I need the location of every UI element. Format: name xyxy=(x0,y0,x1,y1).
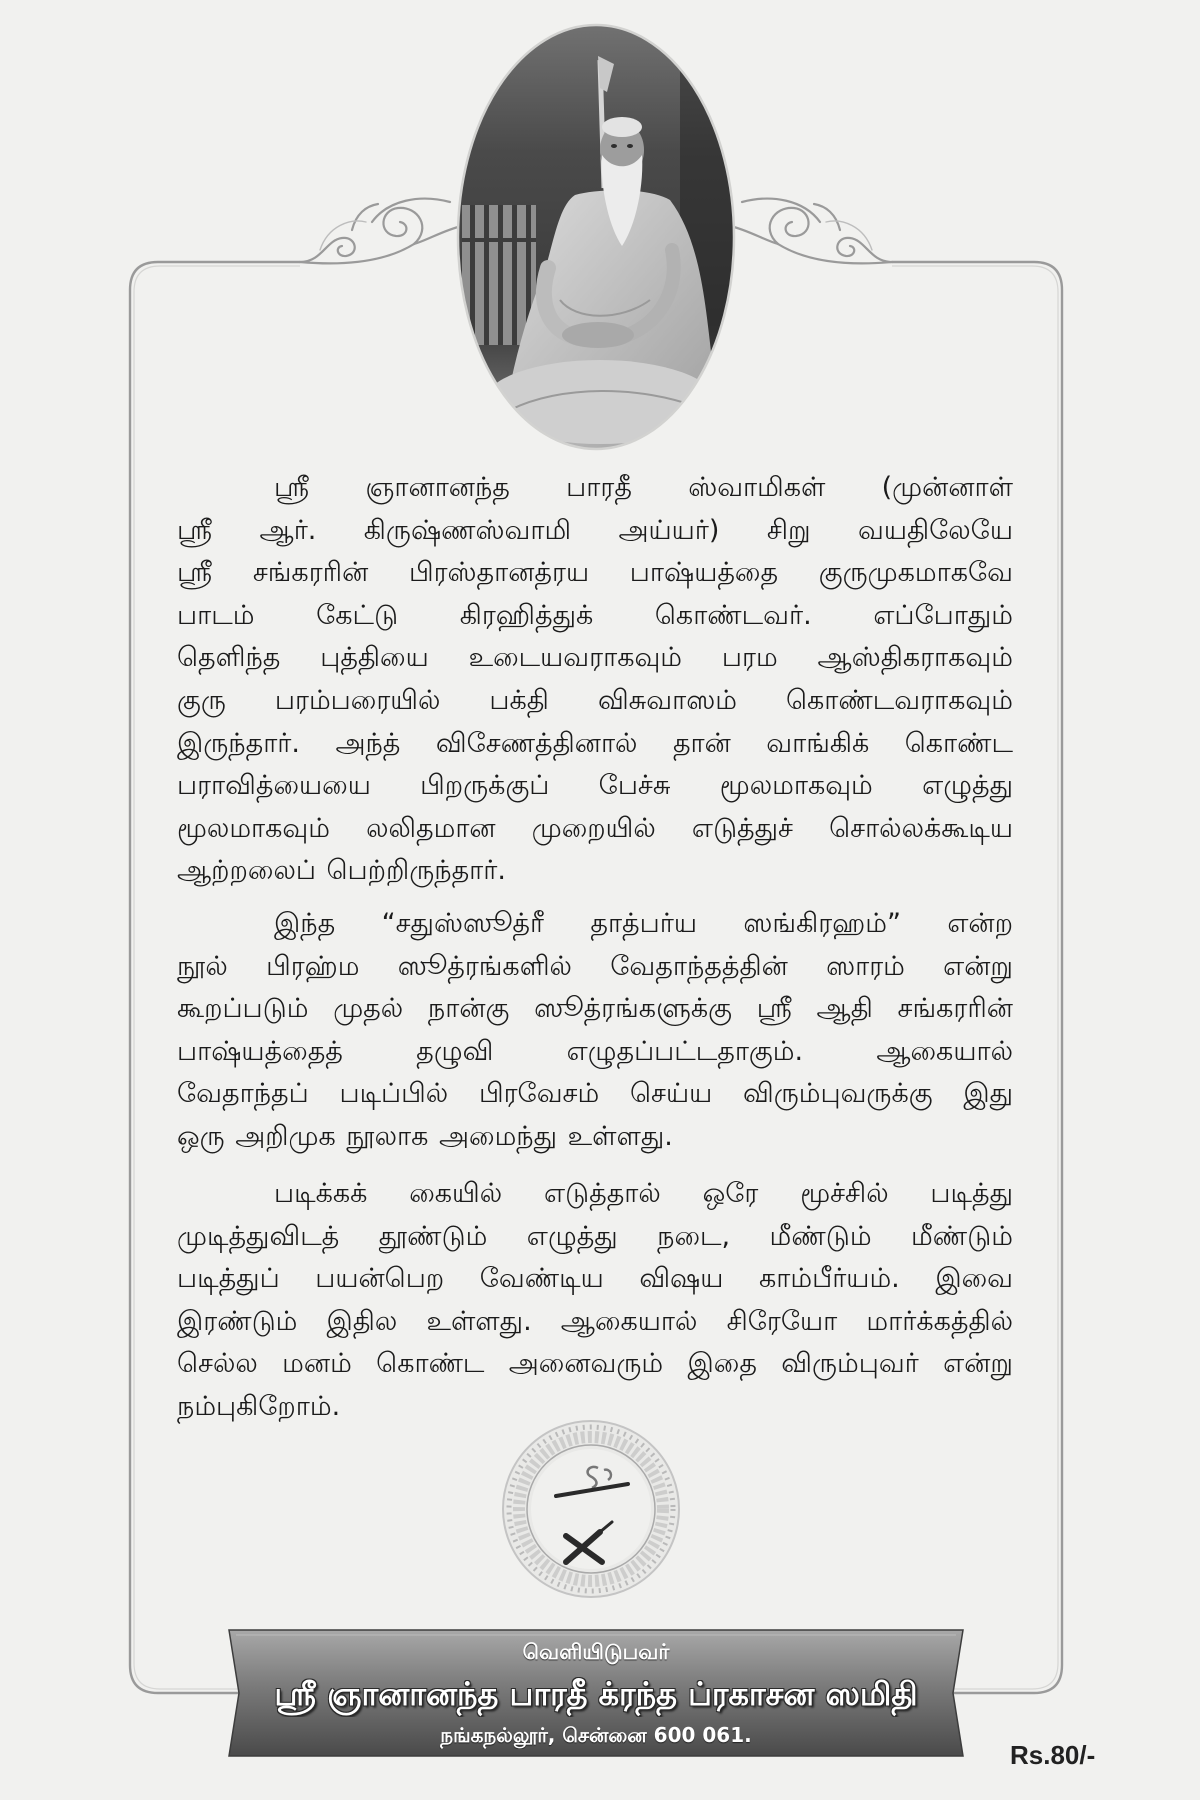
text-line: நூல் பிரஹ்ம ஸூத்ரங்களில் வேதாந்தத்தின் ஸாரம் என்று xyxy=(177,950,1013,982)
emblem-seal xyxy=(503,1421,679,1597)
text-line: செல்ல மனம் கொண்ட அனைவரும் இதை விரும்புவர் என்று xyxy=(177,1348,1013,1380)
text-line: முடித்துவிடத் தூண்டும் எழுத்து நடை, மீண்டும் மீண்டும் xyxy=(177,1220,1013,1252)
text-line: இருந்தார். அந்த் விசேணத்தினால் தான் வாங்கிக் கொண்ட xyxy=(177,727,1013,759)
ornament-right xyxy=(730,199,892,264)
publisher-name: ஸ்ரீ ஞானானந்த பாரதீ க்ரந்த ப்ரகாசன ஸமிதி xyxy=(274,1675,918,1713)
text-line: கூறப்படும் முதல் நான்கு ஸூத்ரங்களுக்கு ஸ்ரீ ஆதி சங்கரரின் xyxy=(177,993,1013,1025)
text-line: குரு பரம்பரையில் பக்தி விசுவாஸம் கொண்டவராகவும் xyxy=(177,684,1013,716)
text-line: ஸ்ரீ ஆர். கிருஷ்ணஸ்வாமி அய்யர்) சிறு வயதிலேயே xyxy=(177,514,1013,546)
publisher-label: வெளியிடுபவர் xyxy=(522,1640,670,1664)
text-line: பாஷ்யத்தைத் தழுவி எழுதப்பட்டதாகும். ஆகையால் xyxy=(177,1035,1013,1067)
text-line: படித்துப் பயன்பெற வேண்டிய விஷய காம்பீர்யம். இவை xyxy=(177,1263,1013,1295)
text-line: இந்த “சதுஸ்ஸூத்ரீ தாத்பர்ய ஸங்கிரஹம்” என்ற xyxy=(274,908,1013,939)
price-label: Rs.80/- xyxy=(1010,1740,1096,1770)
publisher-address: நங்கநல்லூர், சென்னை 600 061. xyxy=(440,1723,752,1747)
text-line: மூலமாகவும் லலிதமான முறையில் எடுத்துச் சொல்லக்கூடிய xyxy=(177,812,1013,844)
paragraph-about-swamigal xyxy=(177,467,1013,893)
text-line: வேதாந்தப் படிப்பில் பிரவேசம் செய்ய விரும்புவருக்கு இது xyxy=(177,1078,1013,1110)
text-line: இரண்டும் இதில உள்ளது. ஆகையால் சிரேயோ மார்க்கத்தில் xyxy=(177,1305,1013,1337)
text-line: ஆற்றலைப் பெற்றிருந்தார். xyxy=(177,855,506,887)
text-line: பாடம் கேட்டு கிரஹித்துக் கொண்டவர். எப்போதும் xyxy=(177,599,1013,631)
text-line: படிக்கக் கையில் எடுத்தால் ஒரே மூச்சில் படித்து xyxy=(274,1178,1013,1209)
text-line: ஸ்ரீ சங்கரரின் பிரஸ்தானத்ரய பாஷ்யத்தை குருமுகமாகவே xyxy=(177,557,1013,589)
text-line: தெளிந்த புத்தியை உடையவராகவும் பரம ஆஸ்திகராகவும் xyxy=(177,642,1013,674)
text-line: ஒரு அறிமுக நூலாக அமைந்து உள்ளது. xyxy=(177,1120,673,1152)
portrait-photo xyxy=(456,23,740,453)
paragraph-about-book xyxy=(177,903,1013,1159)
ornament-left xyxy=(300,199,462,264)
text-line: பராவித்யையை பிறருக்குப் பேச்சு மூலமாகவும் எழுத்து xyxy=(177,770,1013,802)
text-line: ஸ்ரீ ஞானானந்த பாரதீ ஸ்வாமிகள் (முன்னாள் xyxy=(274,472,1013,503)
paragraph-recommendation xyxy=(177,1173,1013,1429)
text-line: நம்புகிறோம். xyxy=(177,1390,341,1422)
